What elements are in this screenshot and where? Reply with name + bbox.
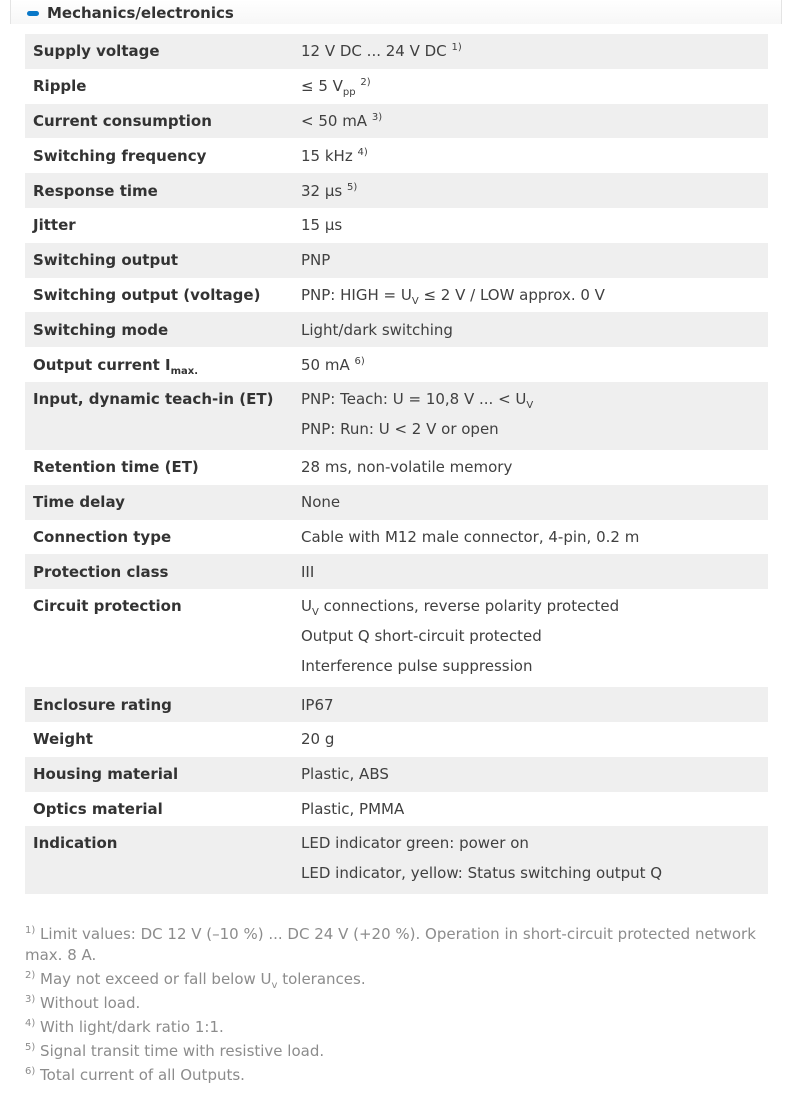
row-value: 15 µs — [301, 216, 343, 235]
table-row — [25, 722, 768, 757]
row-value: ≤ 5 $V_{pp}$ $^{2)}$ — [301, 77, 371, 99]
row-label: Ripple — [33, 77, 87, 96]
row-value: Plastic, PMMA — [301, 799, 405, 818]
row-label: Switching output (voltage) — [33, 285, 261, 304]
row-label: Switching output — [33, 251, 179, 270]
row-value: 15 kHz $^{4)}$ — [301, 146, 368, 165]
table-row — [25, 278, 768, 313]
table-row — [25, 347, 768, 382]
row-value: PNP: HIGH = $U_V \le 2$ V / LOW approx. 0 V — [301, 285, 605, 307]
row-label: Indication — [33, 834, 118, 853]
row-label: Connection type — [33, 527, 172, 546]
row-value: LED indicator green: power on LED indicator, yellow: Status switching output Q — [301, 834, 663, 883]
section-title: Mechanics/electronics — [47, 4, 234, 22]
row-label: Protection class — [33, 562, 169, 581]
table-row — [25, 312, 768, 347]
row-label: Housing material — [33, 765, 179, 784]
row-value: PNP: Teach: U = 10,8 V ... < $U_V$ PNP: Run: U < 2 V or open — [301, 389, 534, 438]
row-value: 12 V DC ... 24 V DC $^{1)}$ — [301, 42, 462, 61]
footnote: $^{3)}$ Without load. — [25, 994, 141, 1012]
row-value: 50 mA $^{6)}$ — [301, 355, 365, 374]
table-row — [25, 138, 768, 173]
table-row — [25, 485, 768, 520]
table-row — [25, 208, 768, 243]
footnote: $^{6)}$ Total current of all Outputs. — [25, 1066, 245, 1084]
table-row — [25, 450, 768, 485]
table-row — [25, 173, 768, 208]
row-label: Retention time (ET) — [33, 458, 199, 477]
section-header[interactable] — [10, 0, 782, 24]
row-value: 20 g — [301, 730, 335, 749]
table-row — [25, 757, 768, 792]
table-row — [25, 792, 768, 827]
row-value: 28 ms, non-volatile memory — [301, 458, 513, 477]
footnote: $^{4)}$ With light/dark ratio 1:1. — [25, 1018, 224, 1036]
footnote: $^{1)}$ Limit values: DC 12 V (–10 %) ... DC 24 V (+20 %). Operation in short-circuit protected network max. 8 A. — [25, 925, 756, 964]
footnote: $^{5)}$ Signal transit time with resistive load. — [25, 1042, 325, 1060]
row-label: Circuit protection — [33, 597, 182, 616]
collapse-minus-icon[interactable] — [27, 11, 39, 16]
table-row — [25, 34, 768, 69]
row-value: < 50 mA $^{3)}$ — [301, 111, 383, 130]
row-label: Jitter — [33, 216, 76, 235]
row-label: Switching frequency — [33, 146, 207, 165]
table-row — [25, 104, 768, 139]
row-value: PNP — [301, 251, 331, 270]
table-row — [25, 687, 768, 722]
table-row — [25, 589, 768, 687]
footnotes — [25, 924, 765, 1089]
row-value: $U_V$ connections, reverse polarity protected Output Q short-circuit protected Interference pulse suppression — [301, 597, 620, 676]
row-label: Input, dynamic teach-in (ET) — [33, 389, 274, 408]
row-value: Plastic, ABS — [301, 765, 389, 784]
row-label: Time delay — [33, 493, 125, 512]
spec-table — [25, 34, 768, 894]
row-value: III — [301, 562, 315, 581]
table-row — [25, 69, 768, 104]
row-value: Light/dark switching — [301, 320, 453, 339]
row-label: Supply voltage — [33, 42, 160, 61]
table-row — [25, 826, 768, 894]
table-row — [25, 243, 768, 278]
row-label: Current consumption — [33, 111, 212, 130]
table-row — [25, 520, 768, 555]
row-value: None — [301, 493, 341, 512]
row-value: Cable with M12 male connector, 4-pin, 0.2 m — [301, 527, 640, 546]
row-value: IP67 — [301, 695, 334, 714]
row-label: Switching mode — [33, 320, 169, 339]
row-label: Enclosure rating — [33, 695, 172, 714]
footnote: $^{2)}$ May not exceed or fall below $U_v$ tolerances. — [25, 970, 366, 991]
row-label: Output current $I_{max.}$ — [33, 355, 199, 377]
row-label: Response time — [33, 181, 158, 200]
row-label: Optics material — [33, 799, 163, 818]
row-value: 32 µs $^{5)}$ — [301, 181, 358, 200]
table-row — [25, 554, 768, 589]
table-row — [25, 382, 768, 450]
row-label: Weight — [33, 730, 93, 749]
